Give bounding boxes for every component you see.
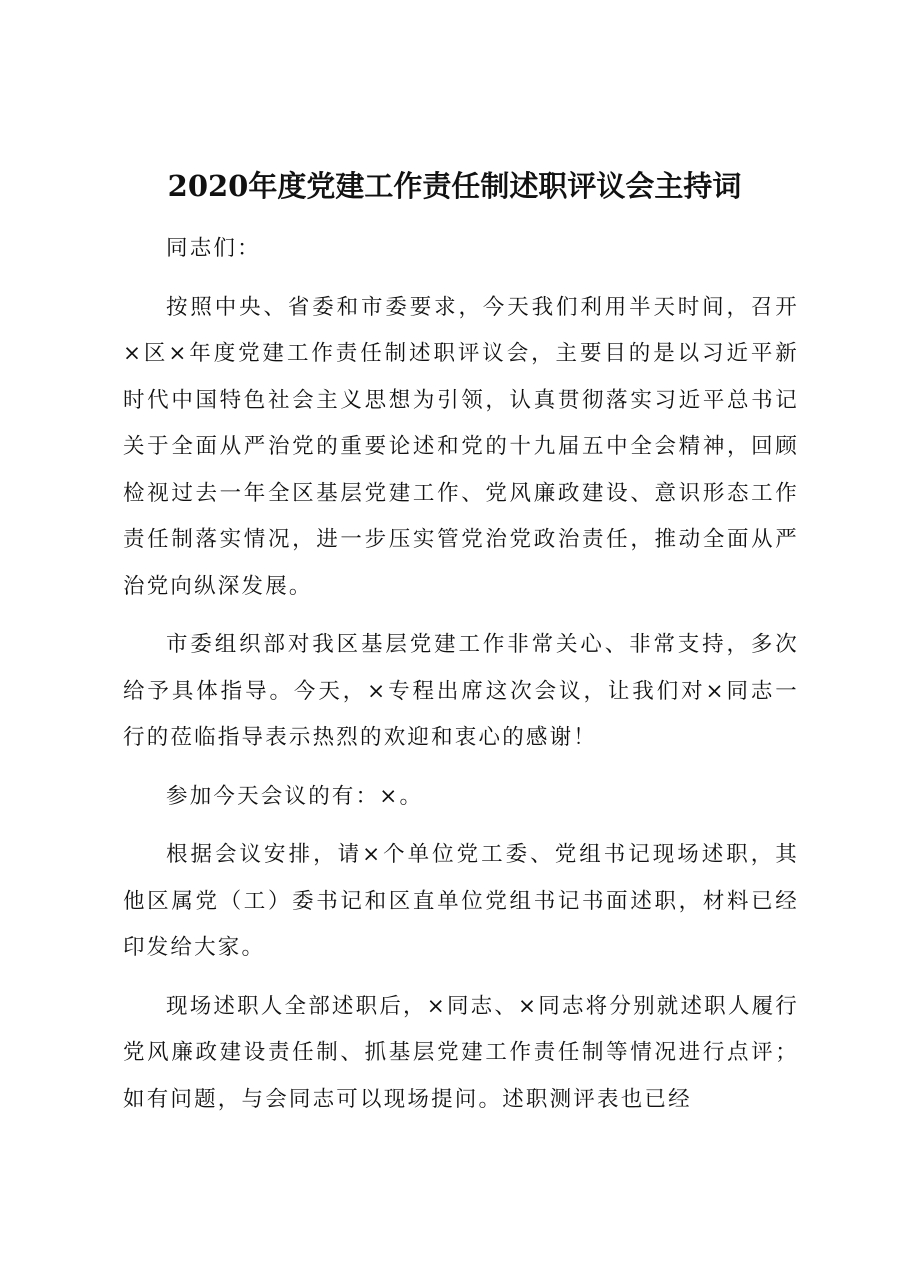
paragraph-greeting: 同志们： [166, 236, 261, 261]
document-title: 2020年度党建工作责任制述职评议会主持词 [167, 169, 742, 203]
document-body [123, 226, 799, 1135]
paragraph-review: 现场述职人全部述职后，×同志、×同志将分别就述职人履行党风廉政建设责任制、抓基层党建工作责任制等情况进行点评；如有问题，与会同志可以现场提问。述职测评表也已经 [123, 993, 799, 1112]
paragraph-thanks: 市委组织部对我区基层党建工作非常关心、非常支持，多次给予具体指导。今天，×专程出席这次会议，让我们对×同志一行的莅临指导表示热烈的欢迎和衷心的感谢！ [123, 632, 799, 750]
paragraph-attendees: 参加今天会议的有：×。 [166, 783, 424, 809]
paragraph-arrangement: 根据会议安排，请×个单位党工委、党组书记现场述职，其他区属党（工）委书记和区直单位党组书记书面述职，材料已经印发给大家。 [123, 842, 799, 960]
paragraph-purpose: 按照中央、省委和市委要求，今天我们利用半天时间，召开×区×年度党建工作责任制述职评议会，主要目的是以习近平新时代中国特色社会主义思想为引领，认真贯彻落实习近平总书记关于全面从严治党的重要论述和党的十九届五中全会精神，回顾检视过去一年全区基层党建工作、党风廉政建设、意识形态工作责任制落实情况，进一步压实管党治党政治责任，推动全面从严治党向纵深发展。 [123, 294, 799, 599]
